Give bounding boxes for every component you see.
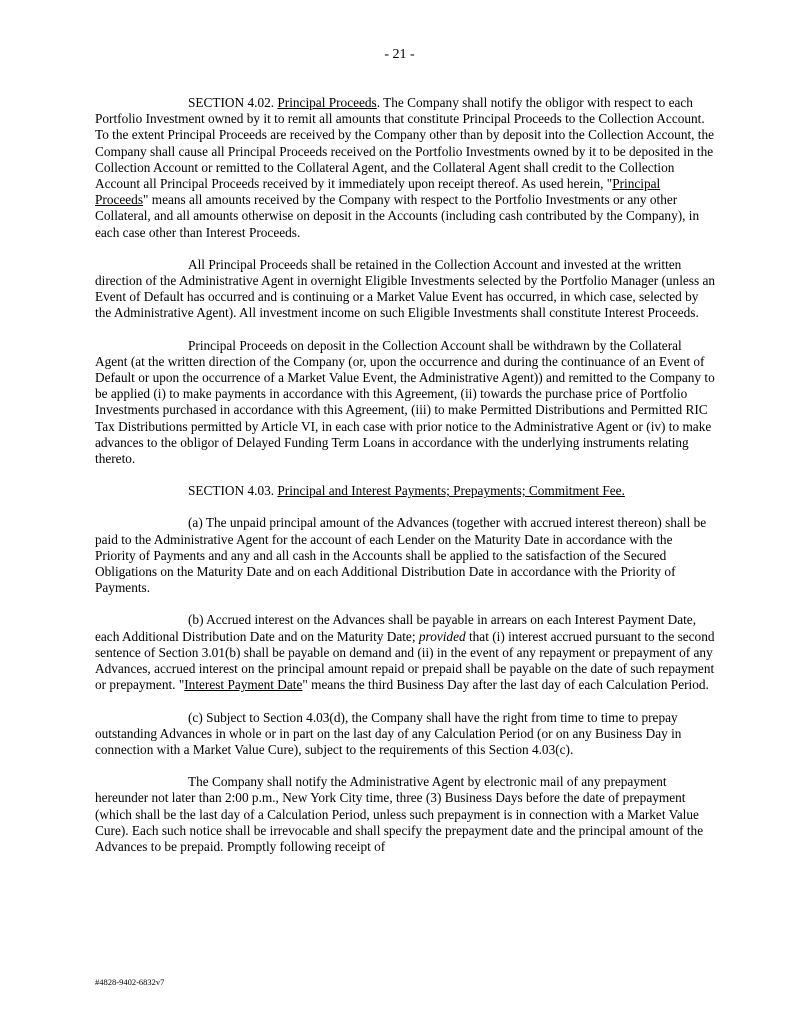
section-number: SECTION 4.03. (188, 483, 278, 499)
paragraph-text: that (i) interest accrued pursuant to the second sentence of Section 3.01(b) shall be payable on demand and (ii) in the event of any repayment or prepayment of any Advances, accrued interest on the principal amount repaid or prepaid shall be payable on the date of such repayment or prepayment. " (95, 628, 715, 693)
paragraph-text: " means all amounts received by the Company with respect to the Portfolio Investments or any other Collateral, and all amounts otherwise on deposit in the Accounts (including cash contributed by the Company), in each case other than Interest Proceeds. (95, 192, 700, 240)
paragraph: (a) The unpaid principal amount of the Advances (together with accrued interest thereon) shall be paid to the Administrative Agent for the account of each Lender on the Maturity Date in accordance with the Priority of Payments and any and all cash in the Accounts shall be applied to the satisfaction of the Secured Obligations on the Maturity Date and on each Additional Distribution Date in accordance with the Priority of Payments. (95, 515, 707, 596)
paragraph (95, 612, 715, 693)
defined-term: Interest Payment Date (184, 677, 303, 693)
provided-italic: provided (418, 628, 466, 644)
defined-term: Principal Proceeds (95, 176, 661, 208)
section-heading: Principal Proceeds (277, 95, 377, 110)
paragraph: Principal Proceeds on deposit in the Collection Account shall be withdrawn by the Collateral Agent (at the written direction of the Company (or, upon the occurrence and during the continuance of an Event of Default or upon the occurrence of a Market Value Event, the Administrative Agent)) and remitted to the Company to be applied (i) to make payments in accordance with this Agreement, (ii) towards the purchase price of Portfolio Investments purchased in accordance with this Agreement, (iii) to make Permitted Distributions and Permitted RIC Tax Distributions permitted by Article VI, in each case with prior notice to the Administrative Agent or (iv) to make advances to the obligor of Delayed Funding Term Loans in accordance with the underlying instruments relating thereto. (95, 337, 715, 467)
paragraph: (c) Subject to Section 4.03(d), the Company shall have the right from time to time to prepay outstanding Advances in whole or in part on the last day of any Calculation Period (or on any Business Day in connection with a Market Value Cure), subject to the requirements of this Section 4.03(c). (95, 709, 682, 757)
paragraph-section-4-03 (95, 483, 715, 499)
page-number: - 21 - (384, 47, 415, 62)
paragraph-text: . The Company shall notify the obligor with respect to each Portfolio Investment owned by it to remit all amounts that constitute Principal Proceeds to the Collection Account. To the extent Principal Proceeds are received by the Company other than by deposit into the Collection Account, the Company shall cause all Principal Proceeds received on the Portfolio Investments owned by it to be deposited in the Collection Account or remitted to the Collateral Agent, and the Collateral Agent shall credit to the Collection Account all Principal Proceeds received by it immediately upon receipt thereof. As used herein, " (95, 95, 715, 192)
paragraph: The Company shall notify the Administrative Agent by electronic mail of any prepayment hereunder not later than 2:00 p.m., New York City time, three (3) Business Days before the date of prepayment (which shall be the last day of a Calculation Period, unless such prepayment is in connection with a Market Value Cure). Each such notice shall be irrevocable and shall specify the prepayment date and the principal amount of the Advances to be prepaid. Promptly following receipt of (95, 774, 704, 854)
paragraph: All Principal Proceeds shall be retained in the Collection Account and invested at the written direction of the Administrative Agent in overnight Eligible Investments selected by the Portfolio Manager (unless an Event of Default has occurred and is continuing or a Market Value Event has occurred, in which case, selected by the Administrative Agent). All investment income on such Eligible Investments shall constitute Interest Proceeds. (95, 256, 716, 321)
paragraph-section-4-02 (95, 95, 715, 241)
section-heading: Principal and Interest Payments; Prepayments; Commitment Fee. (277, 483, 625, 499)
section-number: SECTION 4.02. (188, 95, 278, 110)
paragraph-text: (b) Accrued interest on the Advances shall be payable in arrears on each Interest Payment Date, each Additional Distribution Date and on the Maturity Date; (95, 612, 697, 644)
paragraph-text: " means the third Business Day after the last day of each Calculation Period. (302, 677, 709, 693)
document-body (95, 95, 715, 871)
document-id-footer: #4828-9402-6832v7 (95, 977, 165, 987)
